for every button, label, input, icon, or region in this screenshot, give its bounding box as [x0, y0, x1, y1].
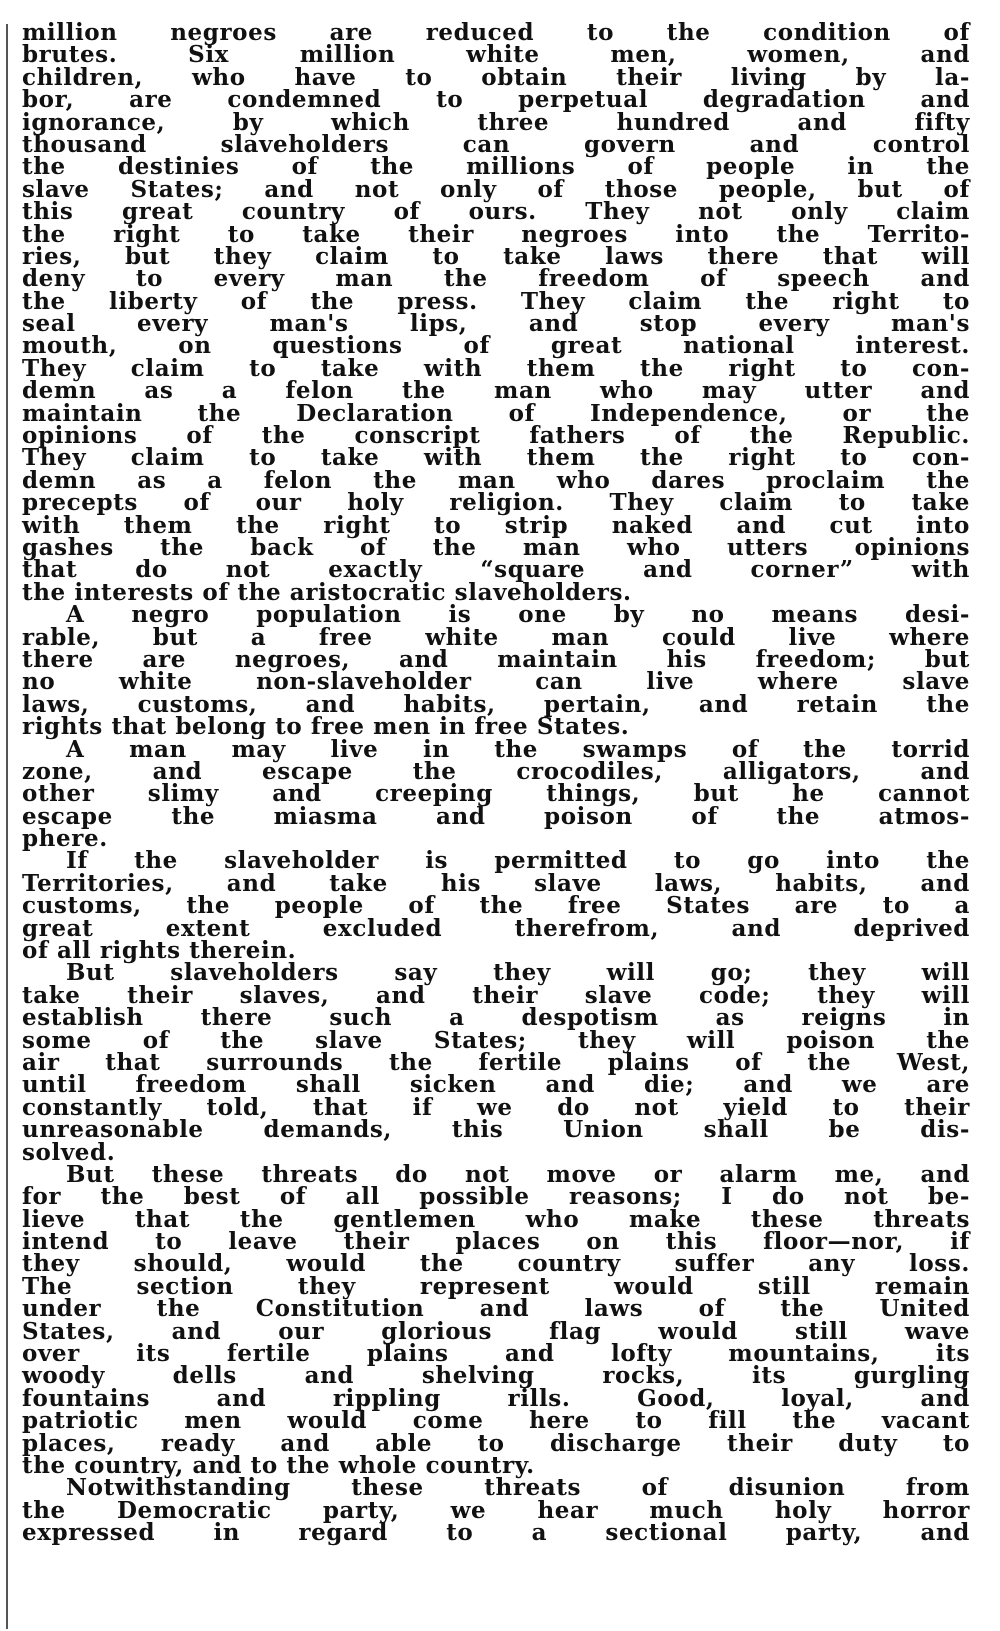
- text-line: expressed in regard to a sectional party, and: [22, 1519, 970, 1547]
- text-line: bor, are condemned to perpetual degradation and: [22, 86, 970, 114]
- text-line: ignorance, by which three hundred and fifty: [22, 108, 970, 136]
- text-line: until freedom shall sicken and die; and we are: [22, 1071, 970, 1099]
- text-line: patriotic men would come here to fill the vacant: [22, 1407, 970, 1435]
- text-line: intend to leave their places on this floor—nor, if: [22, 1228, 970, 1256]
- paragraph: [22, 847, 970, 965]
- text-line: slave States; and not only of those people, but of: [22, 175, 970, 203]
- text-line: the country, and to the whole country.: [22, 1452, 535, 1479]
- text-line: demn as a felon the man who dares proclaim the: [22, 466, 970, 494]
- text-line: demn as a felon the man who may utter and: [22, 377, 970, 405]
- text-line: If the slaveholder is permitted to go into the: [66, 847, 970, 875]
- text-line: woody dells and shelving rocks, its gurgling: [22, 1362, 970, 1390]
- text-line: take their slaves, and their slave code; they will: [22, 981, 970, 1009]
- text-line: customs, the people of the free States are to a: [22, 892, 970, 920]
- text-line: lieve that the gentlemen who make these threats: [22, 1205, 970, 1233]
- text-line: zone, and escape the crocodiles, alligators, and: [22, 757, 970, 785]
- text-line: air that surrounds the fertile plains of the West,: [22, 1048, 970, 1076]
- text-line: brutes. Six million white men, women, and: [22, 41, 970, 69]
- text-line: opinions of the conscript fathers of the Republic.: [22, 422, 970, 450]
- text-line: with them the right to strip naked and cut into: [22, 511, 970, 539]
- text-line: seal every man's lips, and stop every man's: [22, 310, 970, 338]
- text-line: precepts of our holy religion. They claim to take: [22, 489, 970, 517]
- text-line: constantly told, that if we do not yield to their: [22, 1093, 970, 1121]
- text-line: the interests of the aristocratic slaveholders.: [22, 578, 632, 606]
- paragraph: [22, 1160, 970, 1479]
- text-line: over its fertile plains and lofty mountains, its: [22, 1340, 970, 1368]
- text-line: rights that belong to free men in free States.: [22, 713, 630, 741]
- text-line: there are negroes, and maintain his freedom; but: [22, 645, 970, 673]
- text-line: They claim to take with them the right to con-: [22, 354, 970, 382]
- text-line: great extent excluded therefrom, and deprived: [22, 914, 970, 942]
- text-line: children, who have to obtain their living by la-: [22, 63, 970, 91]
- text-line: million negroes are reduced to the condition of: [22, 19, 970, 46]
- text-line: escape the miasma and poison of the atmos-: [22, 802, 970, 830]
- text-line: under the Constitution and laws of the United: [22, 1295, 970, 1323]
- text-line: But slaveholders say they will go; they will: [66, 959, 970, 987]
- text-line: of all rights therein.: [22, 937, 297, 965]
- text-line: laws, customs, and habits, pertain, and retain the: [22, 690, 970, 718]
- text-line: no white non-slaveholder can live where slave: [22, 668, 970, 696]
- article-column: [22, 19, 970, 1547]
- paragraph: [22, 19, 970, 606]
- text-line: A man may live in the swamps of the torrid: [66, 735, 970, 763]
- text-line: phere.: [22, 825, 108, 853]
- text-line: they should, would the country suffer any loss.: [22, 1250, 970, 1278]
- text-line: fountains and rippling rills. Good, loyal, and: [22, 1384, 970, 1412]
- text-line: Notwithstanding these threats of disunion from: [66, 1474, 970, 1502]
- text-line: this great country of ours. They not only claim: [22, 198, 970, 226]
- paragraph: [22, 735, 970, 853]
- text-line: the right to take their negroes into the Territo-: [22, 220, 970, 248]
- column-rule: [6, 24, 8, 1629]
- text-line: the Democratic party, we hear much holy horror: [22, 1496, 970, 1524]
- text-line: A negro population is one by no means desi-: [66, 601, 970, 629]
- text-line: thousand slaveholders can govern and control: [22, 130, 970, 158]
- text-line: solved.: [22, 1138, 116, 1166]
- text-line: mouth, on questions of great national interest.: [22, 332, 970, 360]
- text-line: deny to every man the freedom of speech and: [22, 265, 970, 293]
- text-line: establish there such a despotism as reigns in: [22, 1004, 970, 1032]
- text-line: The section they represent would still remain: [22, 1272, 970, 1300]
- text-line: States, and our glorious flag would still wave: [22, 1317, 970, 1345]
- text-line: the destinies of the millions of people in the: [22, 153, 970, 181]
- text-line: But these threats do not move or alarm me, and: [66, 1160, 970, 1188]
- text-line: other slimy and creeping things, but he cannot: [22, 780, 970, 808]
- text-line: maintain the Declaration of Independence, or the: [22, 399, 970, 427]
- text-line: gashes the back of the man who utters opinions: [22, 533, 970, 561]
- text-line: the liberty of the press. They claim the right to: [22, 287, 970, 315]
- text-line: They claim to take with them the right to con-: [22, 444, 970, 472]
- paragraph: [22, 601, 970, 741]
- paragraph: [22, 1474, 970, 1547]
- text-line: places, ready and able to discharge their duty to: [22, 1429, 970, 1457]
- text-line: for the best of all possible reasons; I do not be-: [22, 1183, 970, 1211]
- text-line: rable, but a free white man could live where: [22, 623, 970, 651]
- text-line: that do not exactly “square and corner” with: [22, 556, 970, 584]
- text-line: Territories, and take his slave laws, habits, and: [22, 869, 970, 897]
- text-line: some of the slave States; they will poison the: [22, 1026, 970, 1054]
- text-line: unreasonable demands, this Union shall be dis-: [22, 1116, 970, 1144]
- text-line: ries, but they claim to take laws there that will: [22, 242, 970, 270]
- paragraph: [22, 959, 970, 1166]
